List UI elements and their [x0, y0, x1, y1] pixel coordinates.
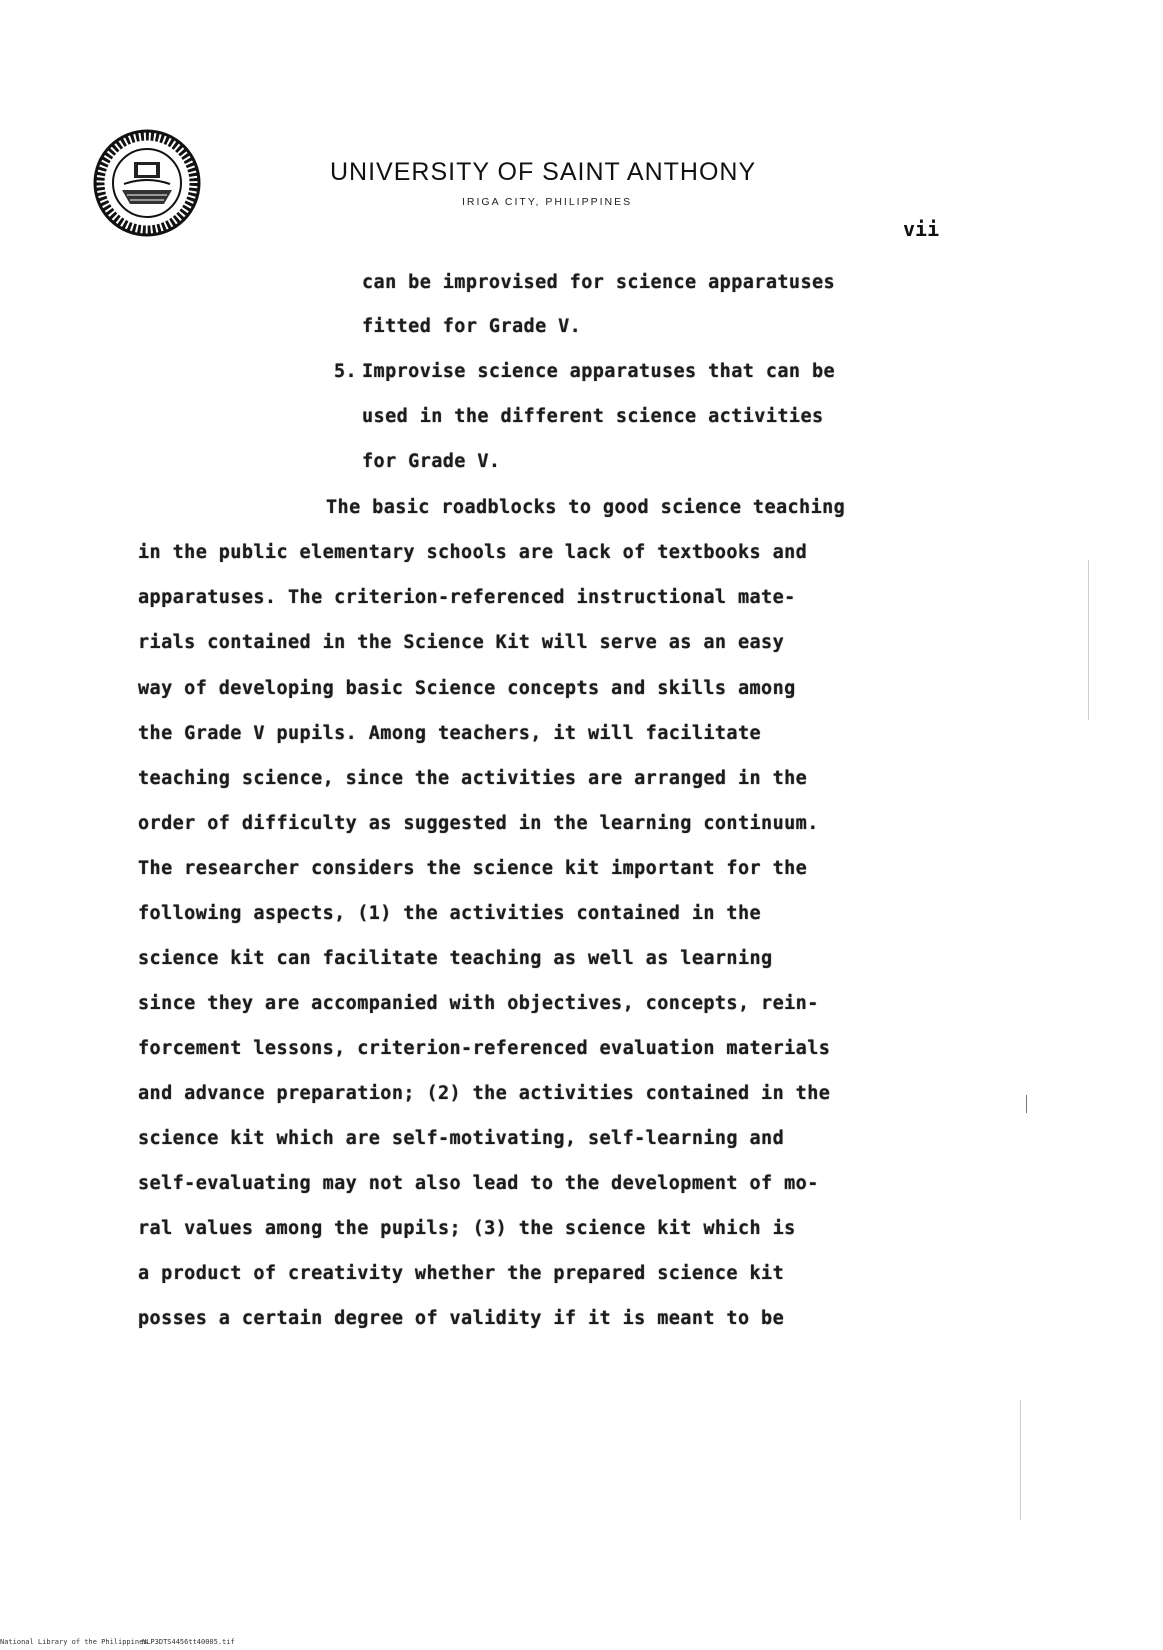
- body-line: rials contained in the Science Kit will serve as an easy: [138, 632, 785, 653]
- body-line: the Grade V pupils. Among teachers, it will facilitate: [138, 723, 762, 744]
- body-line: a product of creativity whether the prepared science kit: [138, 1263, 785, 1284]
- body-line: science kit which are self-motivating, self-learning and: [138, 1128, 785, 1149]
- list-item-5-line: for Grade V.: [362, 451, 501, 472]
- body-line: teaching science, since the activities are arranged in the: [138, 768, 808, 789]
- university-name: UNIVERSITY OF SAINT ANTHONY: [330, 158, 757, 186]
- university-seal-icon: [92, 128, 202, 238]
- body-line: following aspects, (1) the activities contained in the: [138, 903, 762, 924]
- scan-margin-mark: [1088, 560, 1089, 720]
- list-continuation-line: can be improvised for science apparatuses: [362, 272, 836, 293]
- page-number: vii: [903, 217, 940, 241]
- scan-margin-mark: [1026, 1095, 1027, 1113]
- body-line: The researcher considers the science kit important for the: [138, 858, 808, 879]
- list-item-5-marker: 5.: [334, 361, 358, 382]
- list-item-5-line: used in the different science activities: [362, 406, 824, 427]
- body-line: in the public elementary schools are lack of textbooks and: [138, 542, 808, 563]
- footer-source: National Library of the Philippines: [0, 1638, 148, 1646]
- body-line: posses a certain degree of validity if it is meant to be: [138, 1308, 785, 1329]
- list-item-5-line: Improvise science apparatuses that can be: [362, 361, 836, 382]
- body-line: forcement lessons, criterion-referenced evaluation materials: [138, 1038, 831, 1059]
- scan-margin-mark: [1020, 1400, 1021, 1520]
- body-line: self-evaluating may not also lead to the development of mo-: [138, 1173, 819, 1194]
- university-location: IRIGA CITY, PHILIPPINES: [462, 196, 633, 208]
- body-line: since they are accompanied with objectives, concepts, rein-: [138, 993, 819, 1014]
- body-line: The basic roadblocks to good science teaching: [326, 497, 846, 518]
- list-continuation-line: fitted for Grade V.: [362, 316, 582, 337]
- body-line: science kit can facilitate teaching as well as learning: [138, 948, 773, 969]
- body-line: way of developing basic Science concepts and skills among: [138, 678, 796, 699]
- body-line: and advance preparation; (2) the activities contained in the: [138, 1083, 831, 1104]
- body-line: order of difficulty as suggested in the learning continuum.: [138, 813, 819, 834]
- body-line: ral values among the pupils; (3) the science kit which is: [138, 1218, 796, 1239]
- footer-filename: NLP3DTS4456tt40005.tif: [142, 1638, 235, 1646]
- body-line: apparatuses. The criterion-referenced instructional mate-: [138, 587, 796, 608]
